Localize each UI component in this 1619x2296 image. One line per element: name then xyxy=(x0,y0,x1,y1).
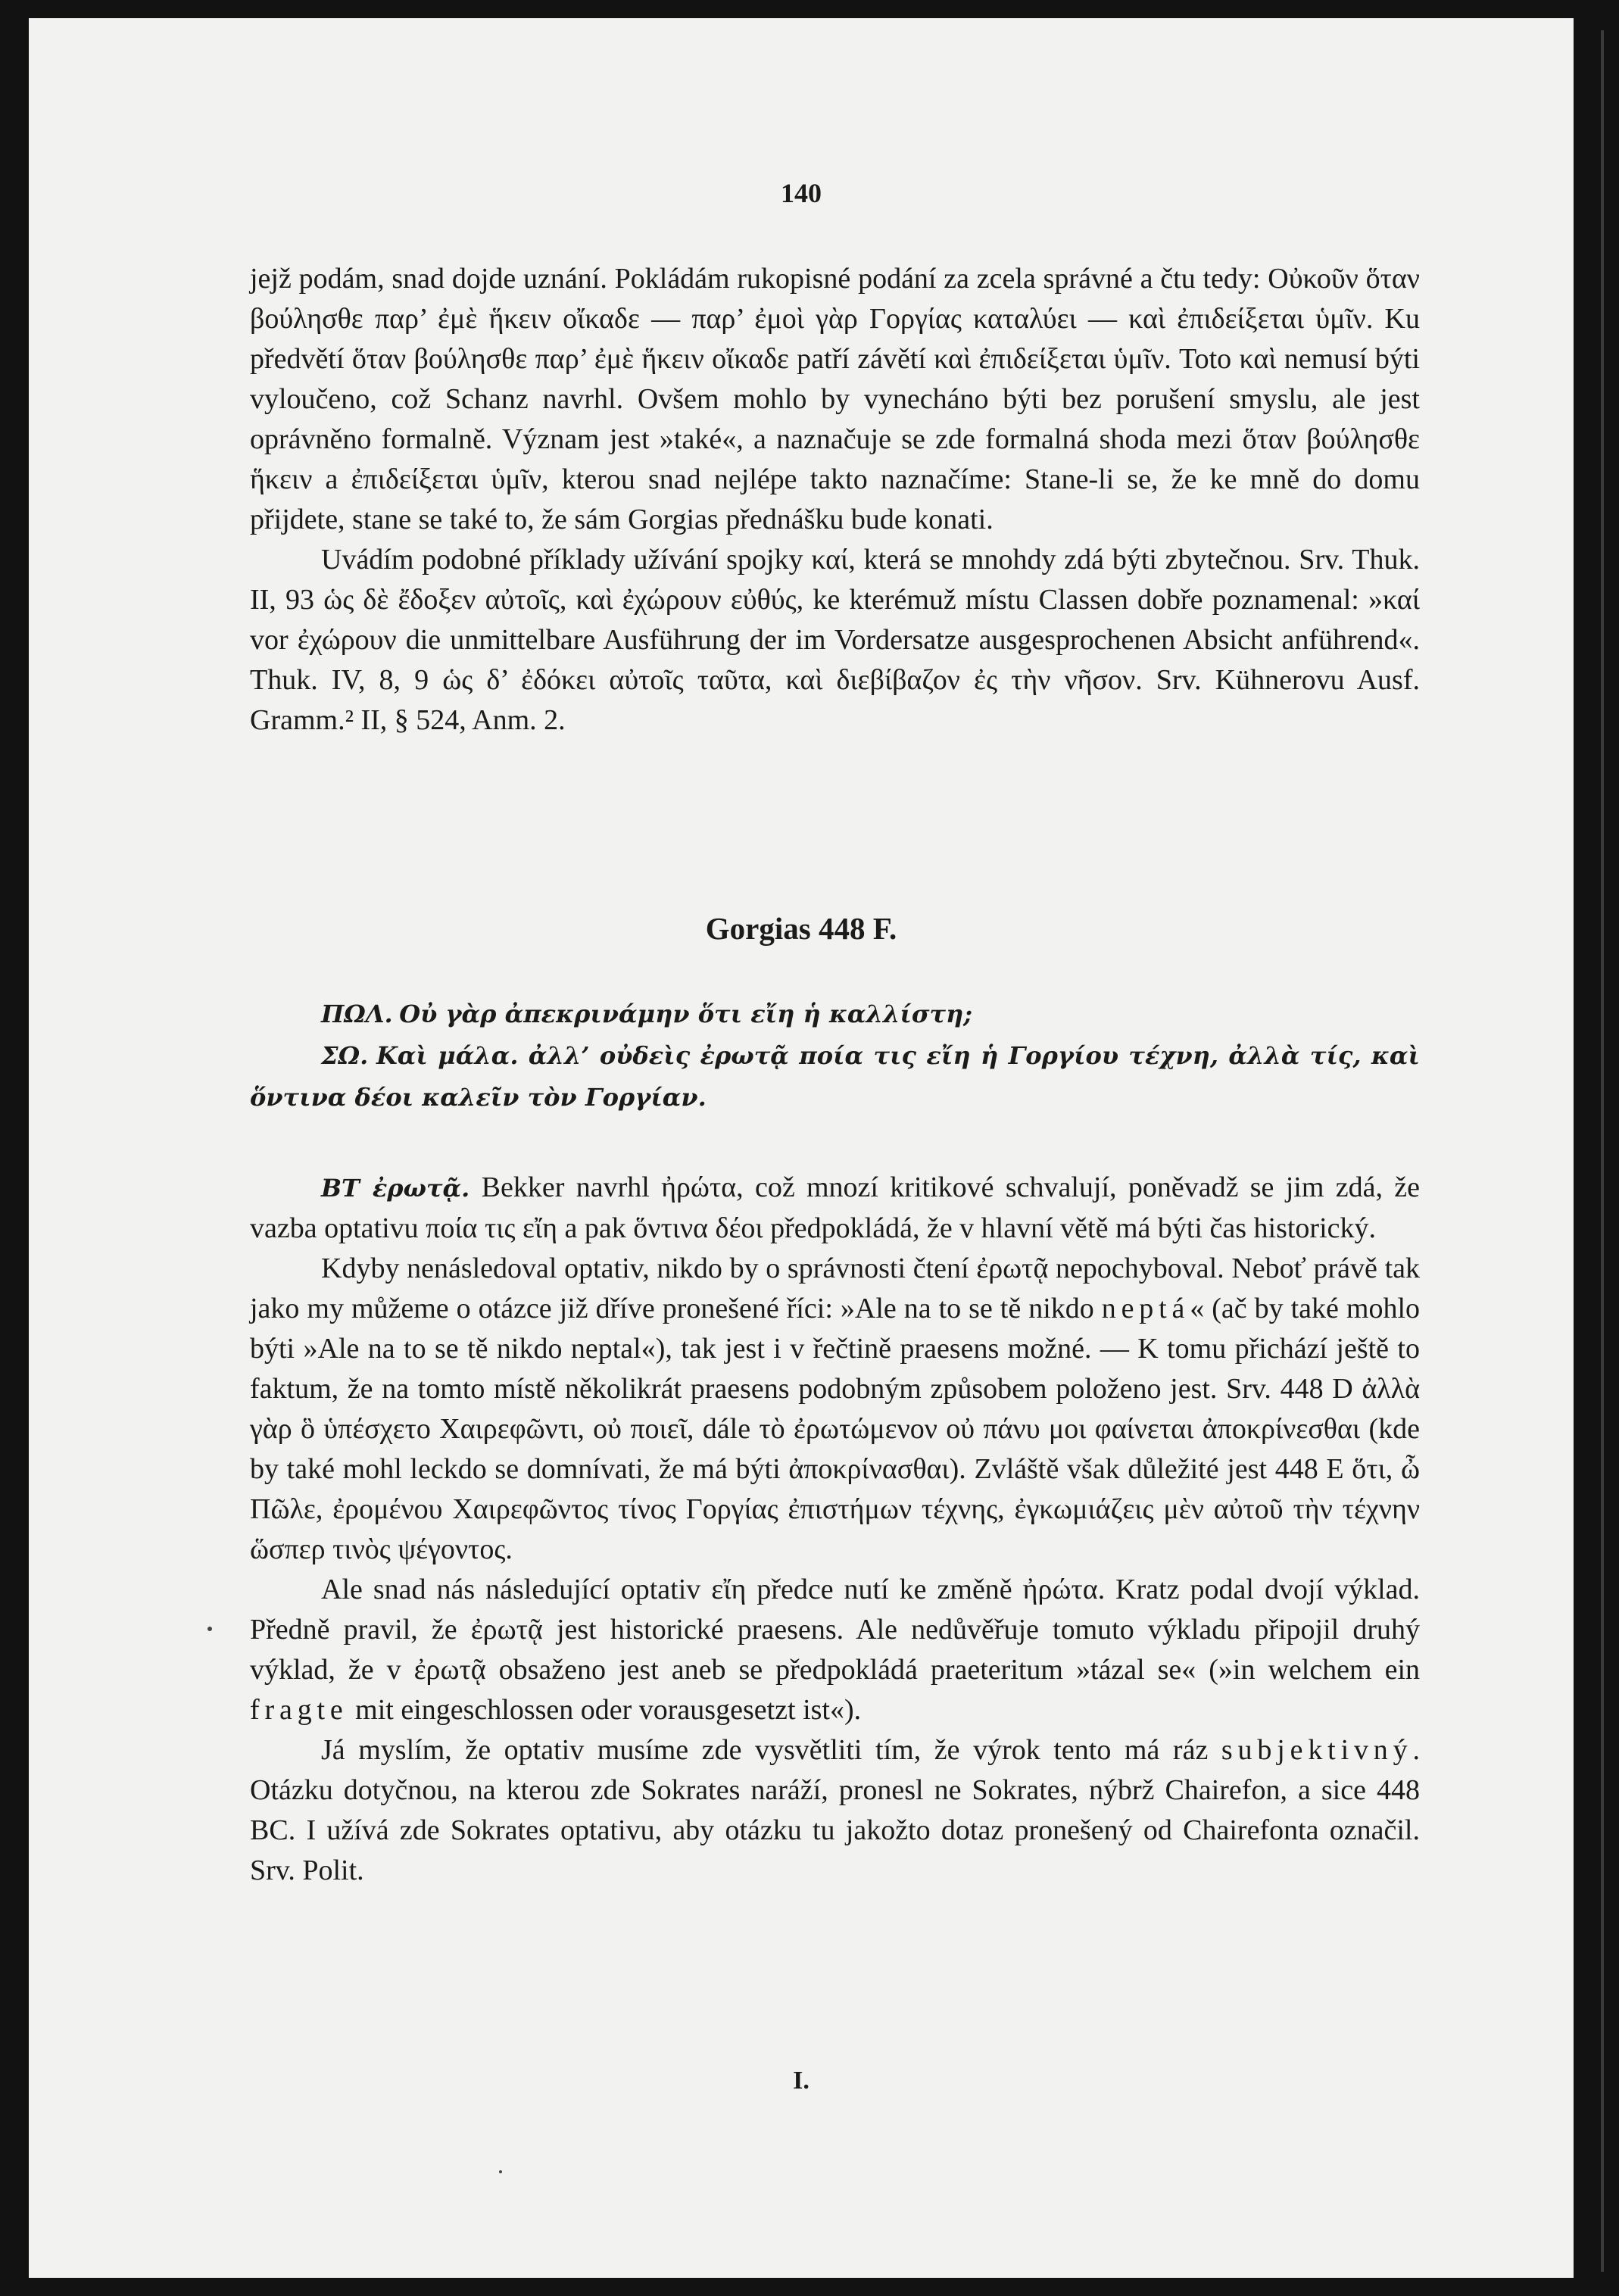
spaced-emphasis: subjektivný xyxy=(1221,1734,1413,1766)
book-page xyxy=(29,18,1574,2278)
speaker-label: ΣΩ. xyxy=(321,1041,369,1070)
spaced-emphasis: fragte xyxy=(250,1694,348,1726)
section-heading: Gorgias 448 F. xyxy=(705,911,897,946)
speaker-label: ΠΩΛ. xyxy=(321,1000,393,1028)
ink-speck xyxy=(207,1627,212,1631)
commentary-paragraph xyxy=(250,1730,1420,1891)
dialogue-line xyxy=(250,994,1420,1035)
lemma: BT ἐρωτᾷ. xyxy=(321,1174,470,1203)
text-run: mit eingeschlossen oder vorausgesetzt ist«). xyxy=(348,1694,862,1726)
opening-text xyxy=(250,259,1420,741)
commentary-paragraph xyxy=(250,1570,1420,1730)
text-run: « (ač by také mohlo býti »Ale na to se tě nikdo neptal«), tak jest i v řečtině praesens možné. — K tomu přichází ještě to faktum, že na tomto místě několikrát praesens podobným způsobem položeno jest. Srv. 448 D ἀλλὰ γὰρ ὃ ὑπέσχετο Χαιρεφῶντι, οὐ ποιεῖ, dále τὸ ἐρωτώμενον οὐ πάνυ μοι φαίνεται ἀποκρίνεσθαι (kde by také mohl leckdo se domnívati, že má býti ἀποκρίνασθαι). Zvláště však důležité jest 448 E ὅτι, ὦ Πῶλε, ἐρομένου Χαιρεφῶντος τίνος Γοργίας ἐπιστήμων τέχνης, ἐγκωμιάζεις μὲν αὐτοῦ τὴν τέχνην ὥσπερ τινὸς ψέγοντος. xyxy=(250,1293,1421,1565)
commentary xyxy=(250,1168,1420,1891)
paragraph-2: Uvádím podobné příklady užívání spojky καί, která se mnohdy zdá býti zbytečnou. Srv. Thuk. II, 93 ὡς δὲ ἔδοξεν αὐτοῖς, καὶ ἐχώρουν εὐθύς, ke kterémuž místu Classen dobře poznamenal: »καί vor ἐχώρουν die unmittelbare Ausführung der im Vordersatze ausgesprochenen Absicht anführend«. Thuk. IV, 8, 9 ὡς δ’ ἐδόκει αὐτοῖς ταῦτα, καὶ διεβίβαζον ἐς τὴν νῆσον. Srv. Kühnerovu Ausf. Gramm.² II, § 524, Anm. 2. xyxy=(250,544,1420,736)
paragraph-1: jejž podám, snad dojde uznání. Pokládám rukopisné podání za zcela správné a čtu tedy: Οὐκοῦν ὅταν βούλησθε παρ’ ἐμὲ ἥκειν οἴκαδε — παρ’ ἐμοὶ γὰρ Γοργίας καταλύει — καὶ ἐπιδείξεται ὑμῖν. Ku předvětí ὅταν βούλησθε παρ’ ἐμὲ ἥκειν οἴκαδε patří závětí καὶ ἐπιδείξεται ὑμῖν. Toto καὶ nemusí býti vyloučeno, což Schanz navrhl. Ovšem mohlo by vynecháno býti bez porušení smyslu, ale jest oprávněno formalně. Význam jest »také«, a naznačuje se zde formalná shoda mezi ὅταν βούλησθε ἥκειν a ἐπιδείξεται ὑμῖν, kterou snad nejlépe takto naznačíme: Stane-li se, že ke mně do domu přijdete, stane se také to, že sám Gorgias přednášku bude konati. xyxy=(250,263,1420,535)
text-run: Já myslím, že optativ musíme zde vysvětliti tím, že výrok tento má ráz xyxy=(321,1734,1221,1766)
greek-quotation xyxy=(250,994,1420,1118)
commentary-paragraph xyxy=(250,1249,1420,1570)
spaced-emphasis: neptá xyxy=(1101,1293,1190,1324)
text-run: Ale snad nás následující optativ εἴη předce nutí ke změně ἠρώτα. Kratz podal dvojí výklad. Předně pravil, že ἐρωτᾷ jest historické praesens. Ale nedůvěřuje tomuto výkladu připojil druhý výklad, že v ἐρωτᾷ obsaženo jest aneb se předpokládá praeteritum »tázal se« (»in welchem ein xyxy=(250,1574,1420,1686)
ink-speck xyxy=(499,2170,502,2173)
dialogue-text: Οὐ γὰρ ἀπεκρινάμην ὅτι εἴη ἡ καλλίστη; xyxy=(399,1000,973,1028)
commentary-text: Bekker navrhl ἠρώτα, což mnozí kritikové schvalují, poněvadž se jim zdá, že vazba optativu ποία τις εἴη a pak ὅντινα δέοι předpokládá, že v hlavní větě má býti čas historický. xyxy=(250,1171,1421,1244)
text-run: Kdyby nenásledoval optativ, nikdo by o správnosti čtení ἐρωτᾷ nepochyboval. Neboť právě tak jako my můžeme o otázce již dříve pronešené říci: »Ale na to se tě nikdo xyxy=(250,1253,1420,1324)
dialogue-line xyxy=(250,1035,1420,1118)
signature-mark: I. xyxy=(793,2067,810,2095)
page-edge-shadow xyxy=(1601,30,1604,2272)
page-number: 140 xyxy=(781,178,822,208)
commentary-paragraph xyxy=(250,1168,1420,1249)
text-run: . Otázku dotyčnou, na kterou zde Sokrates naráží, pronesl ne Sokrates, nýbrž Chairefon, a sice 448 BC. I užívá zde Sokrates optativu, aby otázku tu jakožto dotaz pronešený od Chairefonta označil. Srv. Polit. xyxy=(250,1734,1420,1886)
dialogue-text: Καὶ μάλα. ἀλλ’ οὐδεὶς ἐρωτᾷ ποία τις εἴη ἡ Γοργίου τέχνη, ἀλλὰ τίς, καὶ ὅντινα δέοι καλεῖν τὸν Γοργίαν. xyxy=(250,1041,1421,1112)
